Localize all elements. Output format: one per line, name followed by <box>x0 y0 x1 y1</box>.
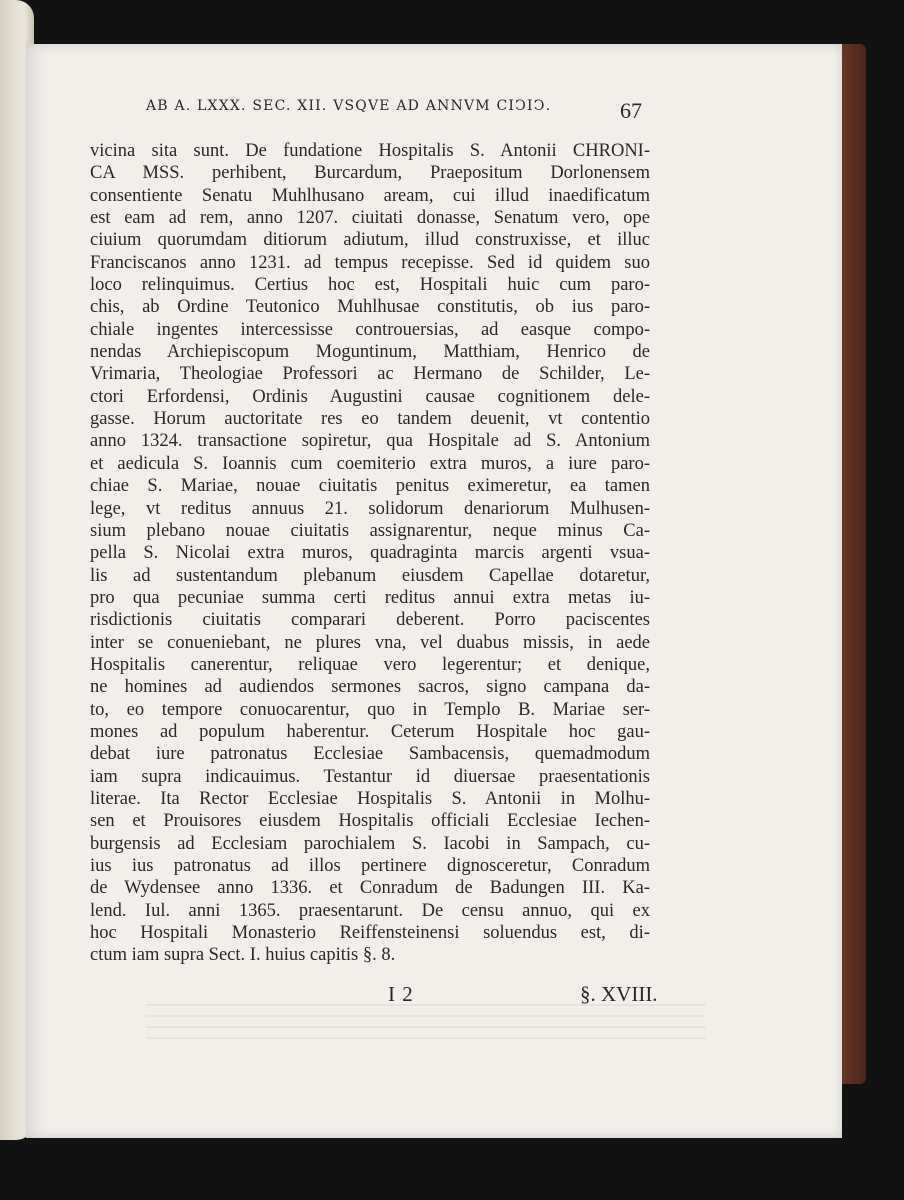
text-line: Hospitalis canerentur, reliquae vero legerentur; et denique, <box>90 654 650 675</box>
text-line: risdictionis ciuitatis comparari deberent. Porro paciscentes <box>90 610 650 631</box>
text-line: iam supra indicauimus. Testantur id diuersae praesentationis <box>90 766 650 787</box>
text-line: hoc Hospitali Monasterio Reiffensteinensi soluendus est, di- <box>90 923 650 944</box>
text-line: anno 1324. transactione sopiretur, qua Hospitale ad S. Antonium <box>90 431 650 452</box>
text-line: Franciscanos anno 1231. ad tempus recepisse. Sed id quidem suo <box>90 252 650 273</box>
text-line: lend. Iul. anni 1365. praesentarunt. De censu annuo, qui ex <box>90 900 650 921</box>
text-line: ctum iam supra Sect. I. huius capitis §. 8. <box>90 945 396 966</box>
text-line: vicina sita sunt. De fundatione Hospitalis S. Antonii CHRONI- <box>90 141 650 161</box>
text-line: sen et Prouisores eiusdem Hospitalis officiali Ecclesiae Iechen- <box>90 811 650 832</box>
text-line: pella S. Nicolai extra muros, quadraginta marcis argenti vsua- <box>90 543 650 564</box>
text-line: to, eo tempore conuocarentur, quo in Templo B. Mariae ser- <box>90 699 650 720</box>
text-line: nendas Archiepiscopum Moguntinum, Matthiam, Henrico de <box>90 342 650 363</box>
text-line: pro qua pecuniae summa certi reditus annui extra metas iu- <box>90 587 650 608</box>
text-line: et aedicula S. Ioannis cum coemiterio extra muros, a iure paro- <box>90 453 650 474</box>
text-line: lis ad sustentandum plebanum eiusdem Capellae dotaretur, <box>90 565 650 586</box>
page-number: 67 <box>620 98 642 123</box>
running-head: AB A. LXXX. SEC. XII. VSQVE AD ANNVM CIↃIↃ. <box>146 98 552 114</box>
text-line: chiae S. Mariae, nouae ciuitatis penitus eximeretur, ea tamen <box>90 476 650 497</box>
text-line: chiale ingentes intercessisse controuersias, ad easque compo- <box>90 319 650 340</box>
text-line: chis, ab Ordine Teutonico Muhlhusae constitutis, ob ius paro- <box>90 297 650 318</box>
text-line: inter se conueniebant, ne plures vna, vel duabus missis, in aede <box>90 632 650 653</box>
text-line: lege, vt reditus annuus 21. solidorum denariorum Mulhusen- <box>90 498 650 519</box>
text-line: burgensis ad Ecclesiam parochialem S. Iacobi in Sampach, cu- <box>90 833 650 854</box>
text-line: literae. Ita Rector Ecclesiae Hospitalis S. Antonii in Molhu- <box>90 788 650 809</box>
show-through-text <box>146 1004 706 1044</box>
catchword: §. XVIII. <box>580 982 658 1006</box>
text-line: gasse. Horum auctoritate res eo tandem deuenit, vt contentio <box>90 409 650 430</box>
signature-mark: I 2 <box>388 982 414 1006</box>
text-line: ctori Erfordensi, Ordinis Augustini causae cognitionem dele- <box>90 386 650 407</box>
text-line: ciuium quorumdam ditiorum adiutum, illud construxisse, et illuc <box>90 230 650 251</box>
text-line: debat iure patronatus Ecclesiae Sambacensis, quemadmodum <box>90 744 650 765</box>
text-line: loco relinquimus. Certius hoc est, Hospitali huic cum paro- <box>90 275 650 296</box>
text-line: ius ius patronatus ad illos pertinere dignosceretur, Conradum <box>90 856 650 876</box>
text-line: Vrimaria, Theologiae Professori ac Hermano de Schilder, Le- <box>90 364 650 385</box>
text-line: mones ad populum haberentur. Ceterum Hospitale hoc gau- <box>90 721 650 742</box>
text-line: de Wydensee anno 1336. et Conradum de Badungen III. Ka- <box>90 878 650 899</box>
body-text <box>90 140 650 967</box>
text-line: est eam ad rem, anno 1207. ciuitati donasse, Senatum vero, ope <box>90 208 650 229</box>
text-line: ne homines ad audiendos sermones sacros, signo campana da- <box>90 677 650 698</box>
text-line: consentiente Senatu Muhlhusano aream, cui illud inaedificatum <box>90 185 650 206</box>
text-line: CA MSS. perhibent, Burcardum, Praepositum Dorlonensem <box>90 163 650 184</box>
text-line: sium plebano nouae ciuitatis assignarentur, neque minus Ca- <box>90 520 650 541</box>
